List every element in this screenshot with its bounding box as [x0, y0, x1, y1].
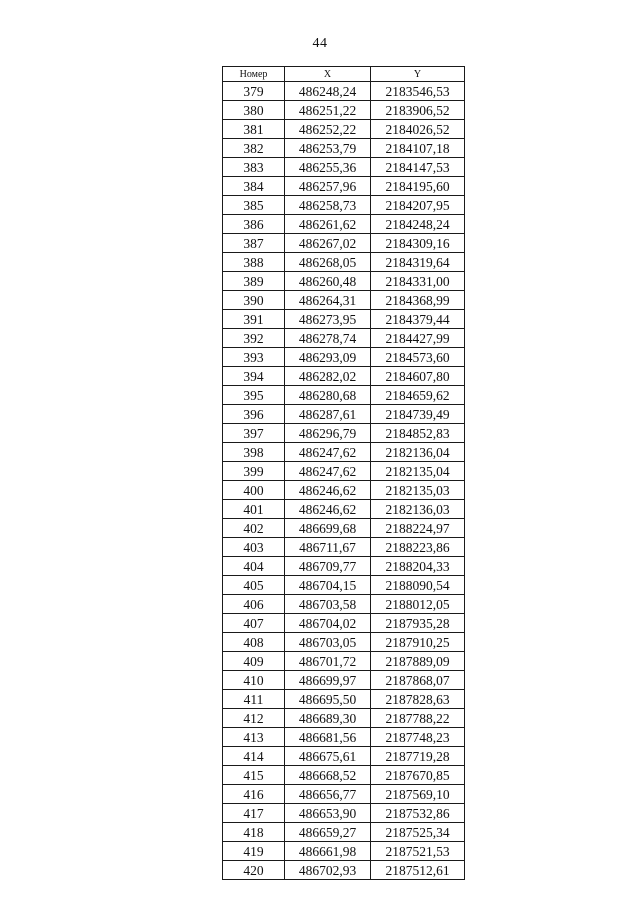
cell-x: 486703,05 — [285, 633, 371, 652]
table-row — [223, 348, 465, 367]
cell-x: 486264,31 — [285, 291, 371, 310]
cell-number: 400 — [223, 481, 285, 500]
cell-y: 2187512,61 — [371, 861, 465, 880]
table-row — [223, 291, 465, 310]
table-row — [223, 804, 465, 823]
table-row — [223, 177, 465, 196]
cell-number: 414 — [223, 747, 285, 766]
cell-number: 420 — [223, 861, 285, 880]
cell-y: 2184427,99 — [371, 329, 465, 348]
cell-y: 2188012,05 — [371, 595, 465, 614]
table-row — [223, 101, 465, 120]
cell-y: 2184107,18 — [371, 139, 465, 158]
cell-number: 407 — [223, 614, 285, 633]
cell-y: 2184309,16 — [371, 234, 465, 253]
cell-number: 384 — [223, 177, 285, 196]
cell-y: 2187670,85 — [371, 766, 465, 785]
cell-y: 2184573,60 — [371, 348, 465, 367]
cell-number: 409 — [223, 652, 285, 671]
cell-x: 486273,95 — [285, 310, 371, 329]
cell-x: 486704,15 — [285, 576, 371, 595]
cell-number: 417 — [223, 804, 285, 823]
cell-x: 486251,22 — [285, 101, 371, 120]
table-row — [223, 310, 465, 329]
cell-y: 2187748,23 — [371, 728, 465, 747]
cell-x: 486248,24 — [285, 82, 371, 101]
cell-number: 388 — [223, 253, 285, 272]
cell-x: 486703,58 — [285, 595, 371, 614]
table-row — [223, 443, 465, 462]
cell-number: 389 — [223, 272, 285, 291]
table-row — [223, 500, 465, 519]
cell-x: 486246,62 — [285, 500, 371, 519]
table-row — [223, 823, 465, 842]
table-row — [223, 481, 465, 500]
cell-x: 486704,02 — [285, 614, 371, 633]
cell-x: 486699,97 — [285, 671, 371, 690]
table-row — [223, 690, 465, 709]
header-x: X — [285, 67, 371, 82]
cell-y: 2187889,09 — [371, 652, 465, 671]
table-row — [223, 595, 465, 614]
table-row — [223, 82, 465, 101]
cell-x: 486258,73 — [285, 196, 371, 215]
cell-y: 2187521,53 — [371, 842, 465, 861]
cell-number: 408 — [223, 633, 285, 652]
cell-y: 2184739,49 — [371, 405, 465, 424]
table-row — [223, 272, 465, 291]
table-body — [223, 82, 465, 880]
cell-x: 486709,77 — [285, 557, 371, 576]
cell-number: 383 — [223, 158, 285, 177]
cell-y: 2182135,03 — [371, 481, 465, 500]
cell-y: 2188224,97 — [371, 519, 465, 538]
cell-y: 2184368,99 — [371, 291, 465, 310]
cell-x: 486247,62 — [285, 443, 371, 462]
cell-y: 2187569,10 — [371, 785, 465, 804]
cell-x: 486282,02 — [285, 367, 371, 386]
table-row — [223, 766, 465, 785]
cell-x: 486247,62 — [285, 462, 371, 481]
cell-y: 2187719,28 — [371, 747, 465, 766]
cell-number: 405 — [223, 576, 285, 595]
cell-x: 486246,62 — [285, 481, 371, 500]
table-row — [223, 424, 465, 443]
page-number: 44 — [312, 36, 328, 51]
cell-number: 391 — [223, 310, 285, 329]
cell-x: 486689,30 — [285, 709, 371, 728]
cell-x: 486659,27 — [285, 823, 371, 842]
cell-y: 2184331,00 — [371, 272, 465, 291]
table-row — [223, 329, 465, 348]
cell-number: 379 — [223, 82, 285, 101]
cell-y: 2187525,34 — [371, 823, 465, 842]
cell-number: 398 — [223, 443, 285, 462]
cell-x: 486699,68 — [285, 519, 371, 538]
header-number: Номер — [223, 67, 285, 82]
cell-number: 401 — [223, 500, 285, 519]
table-row — [223, 196, 465, 215]
cell-x: 486701,72 — [285, 652, 371, 671]
table-row — [223, 158, 465, 177]
cell-x: 486252,22 — [285, 120, 371, 139]
cell-number: 393 — [223, 348, 285, 367]
cell-number: 382 — [223, 139, 285, 158]
table-row — [223, 557, 465, 576]
cell-x: 486278,74 — [285, 329, 371, 348]
cell-y: 2184659,62 — [371, 386, 465, 405]
cell-number: 413 — [223, 728, 285, 747]
cell-number: 394 — [223, 367, 285, 386]
cell-number: 392 — [223, 329, 285, 348]
table-row — [223, 633, 465, 652]
cell-y: 2188204,33 — [371, 557, 465, 576]
cell-number: 419 — [223, 842, 285, 861]
table-header — [223, 67, 465, 82]
cell-y: 2184147,53 — [371, 158, 465, 177]
cell-number: 386 — [223, 215, 285, 234]
cell-y: 2187532,86 — [371, 804, 465, 823]
table-row — [223, 253, 465, 272]
table-row — [223, 747, 465, 766]
cell-x: 486695,50 — [285, 690, 371, 709]
cell-y: 2182136,03 — [371, 500, 465, 519]
cell-y: 2184195,60 — [371, 177, 465, 196]
cell-y: 2188090,54 — [371, 576, 465, 595]
cell-y: 2184379,44 — [371, 310, 465, 329]
cell-x: 486257,96 — [285, 177, 371, 196]
table-row — [223, 367, 465, 386]
table-row — [223, 652, 465, 671]
cell-number: 418 — [223, 823, 285, 842]
cell-y: 2187868,07 — [371, 671, 465, 690]
cell-number: 412 — [223, 709, 285, 728]
cell-x: 486261,62 — [285, 215, 371, 234]
cell-y: 2184319,64 — [371, 253, 465, 272]
cell-number: 399 — [223, 462, 285, 481]
cell-number: 385 — [223, 196, 285, 215]
cell-y: 2182135,04 — [371, 462, 465, 481]
cell-number: 406 — [223, 595, 285, 614]
cell-y: 2187788,22 — [371, 709, 465, 728]
table-row — [223, 386, 465, 405]
cell-x: 486296,79 — [285, 424, 371, 443]
cell-y: 2184248,24 — [371, 215, 465, 234]
cell-x: 486293,09 — [285, 348, 371, 367]
cell-x: 486287,61 — [285, 405, 371, 424]
table-row — [223, 519, 465, 538]
cell-number: 411 — [223, 690, 285, 709]
cell-x: 486260,48 — [285, 272, 371, 291]
cell-y: 2187910,25 — [371, 633, 465, 652]
table-row — [223, 671, 465, 690]
cell-y: 2184607,80 — [371, 367, 465, 386]
cell-number: 415 — [223, 766, 285, 785]
cell-number: 387 — [223, 234, 285, 253]
table-row — [223, 728, 465, 747]
cell-x: 486681,56 — [285, 728, 371, 747]
cell-y: 2184852,83 — [371, 424, 465, 443]
table-row — [223, 785, 465, 804]
cell-number: 381 — [223, 120, 285, 139]
cell-number: 397 — [223, 424, 285, 443]
header-row — [223, 67, 465, 82]
cell-number: 416 — [223, 785, 285, 804]
cell-number: 395 — [223, 386, 285, 405]
cell-y: 2187935,28 — [371, 614, 465, 633]
cell-x: 486675,61 — [285, 747, 371, 766]
cell-x: 486661,98 — [285, 842, 371, 861]
cell-x: 486255,36 — [285, 158, 371, 177]
cell-number: 403 — [223, 538, 285, 557]
cell-y: 2183546,53 — [371, 82, 465, 101]
cell-y: 2182136,04 — [371, 443, 465, 462]
table-row — [223, 215, 465, 234]
cell-number: 380 — [223, 101, 285, 120]
cell-x: 486268,05 — [285, 253, 371, 272]
cell-x: 486711,67 — [285, 538, 371, 557]
cell-y: 2183906,52 — [371, 101, 465, 120]
cell-x: 486267,02 — [285, 234, 371, 253]
table-row — [223, 842, 465, 861]
cell-x: 486668,52 — [285, 766, 371, 785]
table-row — [223, 462, 465, 481]
table-row — [223, 614, 465, 633]
header-y: Y — [371, 67, 465, 82]
cell-y: 2188223,86 — [371, 538, 465, 557]
table-row — [223, 120, 465, 139]
coordinates-table — [222, 66, 465, 880]
cell-number: 390 — [223, 291, 285, 310]
cell-x: 486653,90 — [285, 804, 371, 823]
table-row — [223, 405, 465, 424]
table-row — [223, 139, 465, 158]
table-row — [223, 861, 465, 880]
table-row — [223, 234, 465, 253]
cell-y: 2184026,52 — [371, 120, 465, 139]
cell-number: 404 — [223, 557, 285, 576]
cell-y: 2184207,95 — [371, 196, 465, 215]
cell-x: 486702,93 — [285, 861, 371, 880]
cell-x: 486656,77 — [285, 785, 371, 804]
cell-number: 410 — [223, 671, 285, 690]
table-row — [223, 576, 465, 595]
cell-x: 486280,68 — [285, 386, 371, 405]
cell-x: 486253,79 — [285, 139, 371, 158]
table-row — [223, 709, 465, 728]
cell-y: 2187828,63 — [371, 690, 465, 709]
table-row — [223, 538, 465, 557]
cell-number: 396 — [223, 405, 285, 424]
cell-number: 402 — [223, 519, 285, 538]
